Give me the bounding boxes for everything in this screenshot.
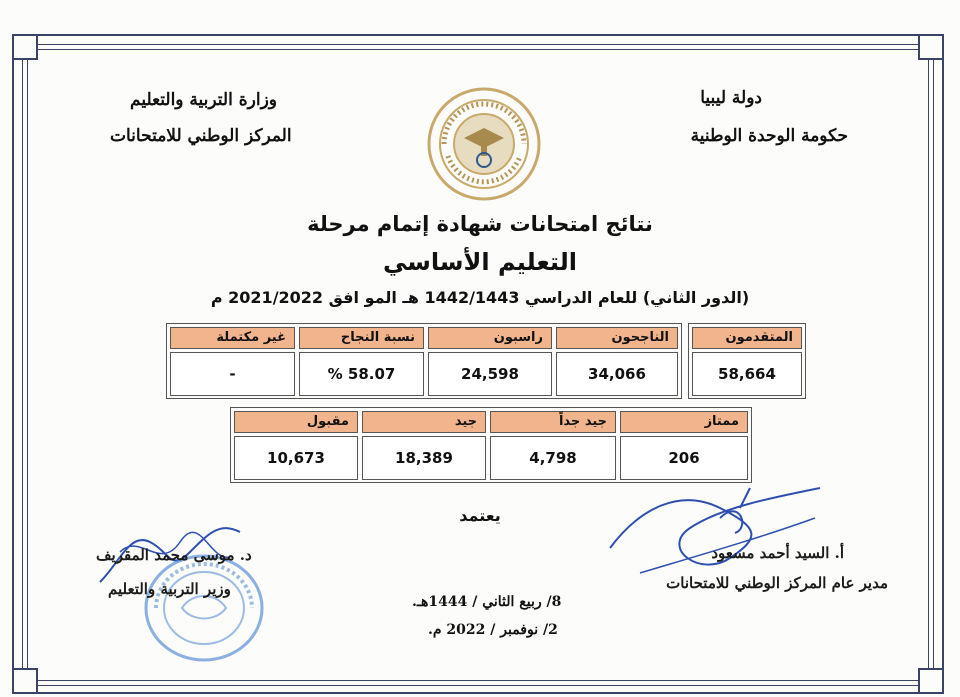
table-header-cell: جيد جداً [490,411,616,433]
table-value-cell: % 58.07 [299,352,424,396]
document-title: نتائج امتحانات شهادة إتمام مرحلة [307,212,653,236]
signatory-left-name: د. موسى محمد المقريف [96,546,252,564]
table-header-cell: جيد [362,411,486,433]
table-header-cell: المتقدمون [692,327,802,349]
official-stamp [142,552,266,664]
table-value-cell: 18,389 [362,436,486,480]
state-name: دولة ليبيا [700,88,762,108]
table-value-cell: 24,598 [428,352,552,396]
table-value-cell: 34,066 [556,352,678,396]
corner-ornament [12,668,38,694]
corner-ornament [12,34,38,60]
table-value-cell: - [170,352,295,396]
signatory-right-title: مدير عام المركز الوطني للامتحانات [666,574,888,592]
table-header-cell: راسبون [428,327,552,349]
signatory-left-title: وزير التربية والتعليم [108,580,231,598]
table-header-cell: ممتاز [620,411,748,433]
gregorian-date: 2/ نوفمبر / 2022 م. [428,622,558,638]
table-header-cell: مقبول [234,411,358,433]
table-header-cell: غير مكتملة [170,327,295,349]
signatory-right-name: أ. السيد أحمد مسعود [711,544,844,562]
national-center-seal-logo [424,86,544,202]
table-value-cell: 10,673 [234,436,358,480]
table-header-cell: نسبة النجاح [299,327,424,349]
hijri-date: 8/ ربيع الثاني / 1444هـ. [412,594,562,610]
document-subtitle: (الدور الثاني) للعام الدراسي 1442/1443 هـ المو افق 2021/2022 م [210,288,750,307]
government-name: حكومة الوحدة الوطنية [690,126,848,146]
table-header-cell: الناجحون [556,327,678,349]
center-name: المركز الوطني للامتحانات [110,126,292,146]
document-title-line2: التعليم الأساسي [383,248,577,276]
corner-ornament [918,34,944,60]
table-value-cell: 206 [620,436,748,480]
corner-ornament [918,668,944,694]
approval-label: يعتمد [459,506,501,525]
table-value-cell: 58,664 [692,352,802,396]
signature-right-scribble [600,478,830,578]
ministry-name: وزارة التربية والتعليم [130,90,277,110]
table-value-cell: 4,798 [490,436,616,480]
